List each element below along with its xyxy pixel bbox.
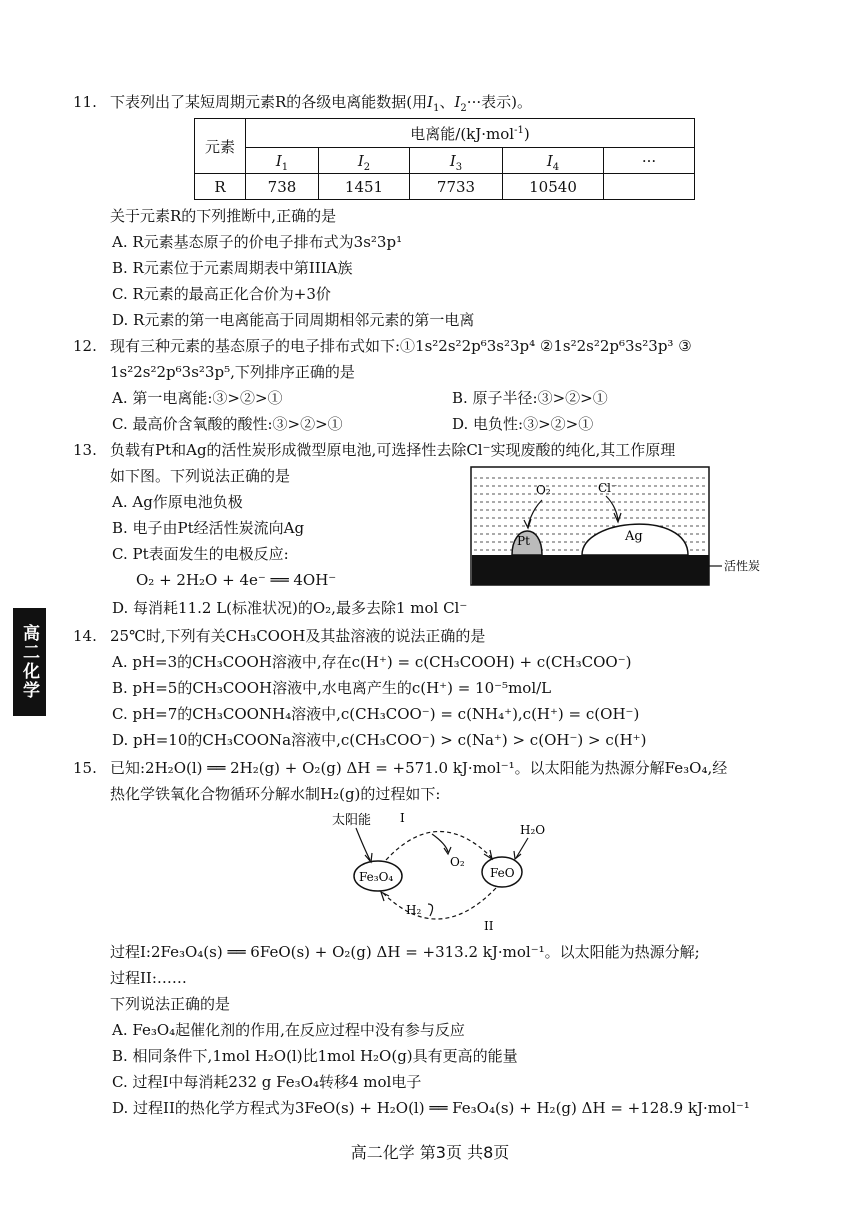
o2-release-arrow [432, 834, 448, 852]
solar-energy-label: 太阳能 [332, 813, 372, 828]
question-15-option-b: B. 相同条件下,1mol H₂O(l)比1mol H₂O(g)具有更高的能量 [112, 1047, 518, 1065]
question-12-option-a: A. 第一电离能:③>②>① [112, 389, 283, 407]
question-13-stem-2: 如下图。下列说法正确的是 [110, 467, 291, 485]
carbon-label: 活性炭 [724, 559, 761, 573]
col-i2: $I_2$ [319, 148, 410, 174]
question-11-option-d: D. R元素的第一电离能高于同周期相邻元素的第一电离 [112, 311, 475, 329]
col-i4: $I_4$ [503, 148, 604, 174]
question-13-option-c: C. Pt表面发生的电极反应: [112, 545, 289, 563]
cell-i4: 10540 [503, 174, 604, 200]
question-13-option-c-equation: O₂ + 2H₂O + 4e⁻ ══ 4OH⁻ [136, 571, 337, 589]
question-13-number: 13. [73, 441, 97, 459]
h2o-label: H₂O [520, 823, 546, 837]
question-15-process-2: 过程II:…… [110, 969, 187, 987]
question-12-stem-2: 1s²2s²2p⁶3s²3p⁵,下列排序正确的是 [110, 363, 355, 381]
question-14-option-c: C. pH=7的CH₃COONH₄溶液中,c(CH₃COO⁻) = c(NH₄⁺),c(H⁺) = c(OH⁻) [112, 705, 640, 723]
question-12-option-d: D. 电负性:③>②>① [452, 415, 594, 433]
step-2-label: II [484, 919, 494, 933]
iron-oxide-cycle-diagram [320, 808, 560, 938]
question-11-option-c: C. R元素的最高正化合价为+3价 [112, 285, 331, 303]
o2-label: O₂ [536, 483, 551, 497]
cell-i3: 7733 [410, 174, 503, 200]
o2-product-label: O₂ [450, 855, 465, 869]
feo-label: FeO [490, 866, 515, 880]
col-more: ··· [604, 148, 695, 174]
question-11-stem: 下表列出了某短周期元素R的各级电离能数据(用$I_1$、$I_2\cdot\cdot\cdot$表示)。 [110, 93, 532, 114]
cell-i2: 1451 [319, 174, 410, 200]
question-13-option-a: A. Ag作原电池负极 [112, 493, 243, 511]
fe3o4-label: Fe₃O₄ [359, 870, 394, 884]
ag-label: Ag [625, 529, 643, 544]
question-14-option-b: B. pH=5的CH₃COOH溶液中,水电离产生的c(H⁺) = 10⁻⁵mol/L [112, 679, 552, 697]
question-15-option-c: C. 过程I中每消耗232 g Fe₃O₄转移4 mol电子 [112, 1073, 422, 1091]
question-11-ask: 关于元素R的下列推断中,正确的是 [110, 207, 337, 225]
subject-side-tab: 高二化学 [13, 608, 46, 716]
question-12-stem-1: 现有三种元素的基态原子的电子排布式如下:①1s²2s²2p⁶3s²3p⁴ ②1s²2s²2p⁶3s²3p³ ③ [110, 337, 692, 355]
cell-more [604, 174, 695, 200]
cl-label: Cl⁻ [598, 481, 618, 495]
question-15-ask: 下列说法正确的是 [110, 995, 231, 1013]
question-13-option-b: B. 电子由Pt经活性炭流向Ag [112, 519, 305, 537]
pt-label: Pt [517, 534, 530, 548]
h2o-arrow [516, 838, 528, 858]
process-2-arc [382, 888, 496, 919]
question-14-number: 14. [73, 627, 97, 645]
h2-label: H₂ [406, 903, 422, 917]
question-11-number: 11. [73, 93, 97, 111]
question-15-number: 15. [73, 759, 97, 777]
question-12-option-b: B. 原子半径:③>②>① [452, 389, 608, 407]
ionization-energy-table [194, 118, 695, 200]
process-1-arc [386, 831, 492, 860]
question-11-option-b: B. R元素位于元素周期表中第IIIA族 [112, 259, 353, 277]
col-i3: $I_3$ [410, 148, 503, 174]
table-header-element: 元素 [195, 119, 246, 174]
step-1-label: I [400, 811, 405, 825]
question-13-option-d: D. 每消耗11.2 L(标准状况)的O₂,最多去除1 mol Cl⁻ [112, 599, 468, 617]
col-i1: $I_1$ [246, 148, 319, 174]
question-12-number: 12. [73, 337, 97, 355]
question-15-option-d: D. 过程II的热化学方程式为3FeO(s) + H₂O(l) ══ Fe₃O₄(s) + H₂(g) ΔH = +128.9 kJ·mol⁻¹ [112, 1099, 750, 1117]
question-14-stem: 25℃时,下列有关CH₃COOH及其盐溶液的说法正确的是 [110, 627, 486, 645]
question-14-option-a: A. pH=3的CH₃COOH溶液中,存在c(H⁺) = c(CH₃COOH) + c(CH₃COO⁻) [112, 653, 632, 671]
cell-i1: 738 [246, 174, 319, 200]
row-label-r: R [195, 174, 246, 200]
question-15-stem-2: 热化学铁氧化合物循环分解水制H₂(g)的过程如下: [110, 785, 441, 803]
page-footer: 高二化学 第3页 共8页 [350, 1143, 510, 1162]
table-header-ionization: 电离能/(kJ·mol$^{-1}$) [246, 119, 695, 148]
question-14-option-d: D. pH=10的CH₃COONa溶液中,c(CH₃COO⁻) > c(Na⁺) > c(OH⁻) > c(H⁺) [112, 731, 647, 749]
question-15-stem-1: 已知:2H₂O(l) ══ 2H₂(g) + O₂(g) ΔH = +571.0 kJ·mol⁻¹。以太阳能为热源分解Fe₃O₄,经 [110, 759, 728, 777]
question-12-option-c: C. 最高价含氧酸的酸性:③>②>① [112, 415, 343, 433]
question-15-option-a: A. Fe₃O₄起催化剂的作用,在反应过程中没有参与反应 [112, 1021, 465, 1039]
question-15-process-1: 过程I:2Fe₃O₄(s) ══ 6FeO(s) + O₂(g) ΔH = +313.2 kJ·mol⁻¹。以太阳能为热源分解; [110, 943, 700, 961]
activated-carbon-layer [472, 555, 709, 585]
question-13-stem-1: 负载有Pt和Ag的活性炭形成微型原电池,可选择性去除Cl⁻实现废酸的纯化,其工作原理 [110, 441, 676, 459]
h2-arrow [428, 904, 433, 916]
solar-arrow [356, 828, 370, 860]
question-11-option-a: A. R元素基态原子的价电子排布式为3s²3p¹ [112, 233, 403, 251]
microbattery-diagram [470, 466, 780, 588]
